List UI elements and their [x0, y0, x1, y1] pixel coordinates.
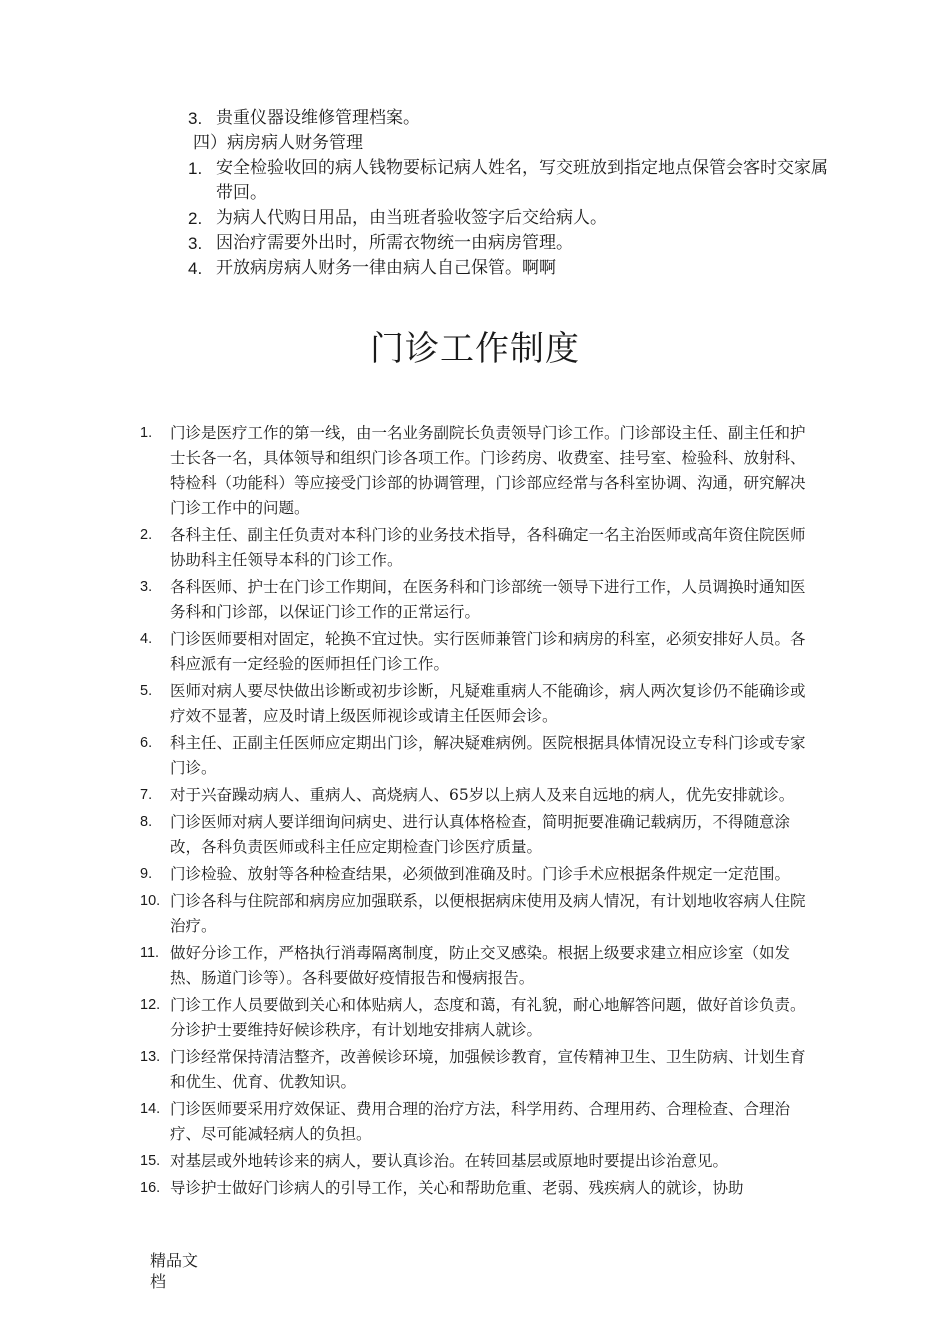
item-number: 1. — [188, 159, 203, 178]
rule-text: 门诊检验、放射等各种检查结果，必须做到准确及时。门诊手术应根据条件规定一定范围。 — [170, 865, 791, 883]
rule-item — [140, 1045, 820, 1095]
rule-number: 8. — [140, 814, 153, 830]
page-title: 门诊工作制度 — [370, 329, 580, 369]
rule-text: 门诊医师要相对固定，轮换不宜过快。实行医师兼管门诊和病房的科室，必须安排好人员。各科应派有一定经验的医师担任门诊工作。 — [170, 630, 806, 673]
rule-item — [140, 862, 820, 887]
rule-text: 各科主任、副主任负责对本科门诊的业务技术指导，各科确定一名主治医师或高年资住院医师协助科主任领导本科的门诊工作。 — [170, 526, 806, 569]
rule-number: 5. — [140, 683, 153, 699]
item-text: 安全检验收回的病人钱物要标记病人姓名，写交班放到指定地点保管会客时交家属带回。 — [216, 158, 828, 203]
rule-item — [140, 1176, 820, 1201]
rule-item — [140, 1097, 820, 1147]
item-number: 3. — [188, 234, 203, 253]
rule-number: 6. — [140, 735, 153, 751]
rule-number: 14. — [140, 1101, 161, 1117]
rule-item — [140, 783, 820, 808]
rule-number: 12. — [140, 997, 161, 1013]
rule-number: 7. — [140, 787, 153, 803]
rule-item — [140, 421, 820, 521]
item-text: 因治疗需要外出时，所需衣物统一由病房管理。 — [216, 233, 573, 253]
rule-item — [140, 889, 820, 939]
rule-text: 对于兴奋躁动病人、重病人、高烧病人、65岁以上病人及来自远地的病人，优先安排就诊。 — [170, 786, 795, 804]
rule-item — [140, 731, 820, 781]
rule-item — [140, 523, 820, 573]
list-item — [188, 106, 828, 131]
rule-item — [140, 810, 820, 860]
rule-text: 科主任、正副主任医师应定期出门诊，解决疑难病例。医院根据具体情况设立专科门诊或专家门诊。 — [170, 734, 806, 777]
rule-item — [140, 993, 820, 1043]
rule-text: 导诊护士做好门诊病人的引导工作，关心和帮助危重、老弱、残疾病人的就诊，协助 — [170, 1179, 744, 1197]
footer-watermark: 精品文档 — [150, 1251, 199, 1291]
rule-number: 3. — [140, 579, 153, 595]
rule-text: 门诊医师要采用疗效保证、费用合理的治疗方法，科学用药、合理用药、合理检查、合理治疗、尽可能减轻病人的负担。 — [170, 1100, 791, 1143]
rule-text: 医师对病人要尽快做出诊断或初步诊断，凡疑难重病人不能确诊，病人两次复诊仍不能确诊或疗效不显著，应及时请上级医师视诊或请主任医师会诊。 — [170, 682, 806, 725]
rule-text: 做好分诊工作，严格执行消毒隔离制度，防止交叉感染。根据上级要求建立相应诊室（如发热、肠道门诊等）。各科要做好疫情报告和慢病报告。 — [170, 944, 791, 987]
rule-number: 2. — [140, 527, 153, 543]
rule-item — [140, 627, 820, 677]
list-item — [188, 256, 828, 281]
item-text: 贵重仪器设维修管理档案。 — [216, 108, 420, 128]
rule-text: 门诊经常保持清洁整齐，改善候诊环境，加强候诊教育，宣传精神卫生、卫生防病、计划生育和优生、优育、优教知识。 — [170, 1048, 806, 1091]
item-text: 开放病房病人财务一律由病人自己保管。啊啊 — [216, 258, 556, 278]
rule-number: 10. — [140, 893, 161, 909]
rule-item — [140, 679, 820, 729]
rule-text: 各科医师、护士在门诊工作期间，在医务科和门诊部统一领导下进行工作，人员调换时通知医务科和门诊部，以保证门诊工作的正常运行。 — [170, 578, 806, 621]
rule-number: 13. — [140, 1049, 161, 1065]
list-item — [188, 231, 828, 256]
list-item — [188, 156, 828, 206]
item-number: 4. — [188, 259, 203, 278]
top-list — [188, 106, 828, 281]
rule-number: 1. — [140, 425, 153, 441]
rule-number: 11. — [140, 945, 160, 961]
rule-number: 16. — [140, 1180, 161, 1196]
rule-item — [140, 941, 820, 991]
rule-item — [140, 1149, 820, 1174]
item-number: 3. — [188, 109, 203, 128]
section-heading: 四）病房病人财务管理 — [193, 133, 363, 153]
rule-text: 门诊各科与住院部和病房应加强联系，以便根据病床使用及病人情况，有计划地收容病人住院治疗。 — [170, 892, 806, 935]
rule-text: 对基层或外地转诊来的病人，要认真诊治。在转回基层或原地时要提出诊治意见。 — [170, 1152, 729, 1170]
rule-text: 门诊医师对病人要详细询问病史、进行认真体格检查，简明扼要准确记载病历，不得随意涂改，各科负责医师或科主任应定期检查门诊医疗质量。 — [170, 813, 791, 856]
rules-list — [140, 421, 820, 1203]
rule-number: 9. — [140, 866, 153, 882]
rule-text: 门诊工作人员要做到关心和体贴病人，态度和蔼，有礼貌，耐心地解答问题，做好首诊负责。分诊护士要维持好候诊秩序，有计划地安排病人就诊。 — [170, 996, 806, 1039]
rule-item — [140, 575, 820, 625]
item-text: 为病人代购日用品，由当班者验收签字后交给病人。 — [216, 208, 607, 228]
item-number: 2. — [188, 209, 203, 228]
rule-number: 15. — [140, 1153, 161, 1169]
list-item — [188, 206, 828, 231]
rule-number: 4. — [140, 631, 153, 647]
rule-text: 门诊是医疗工作的第一线，由一名业务副院长负责领导门诊工作。门诊部设主任、副主任和护士长各一名，具体领导和组织门诊各项工作。门诊药房、收费室、挂号室、检验科、放射科、特检科（功能科）等应接受门诊部的协调管理，门诊部应经常与各科室协调、沟通，研究解决门诊工作中的问题。 — [170, 424, 806, 517]
